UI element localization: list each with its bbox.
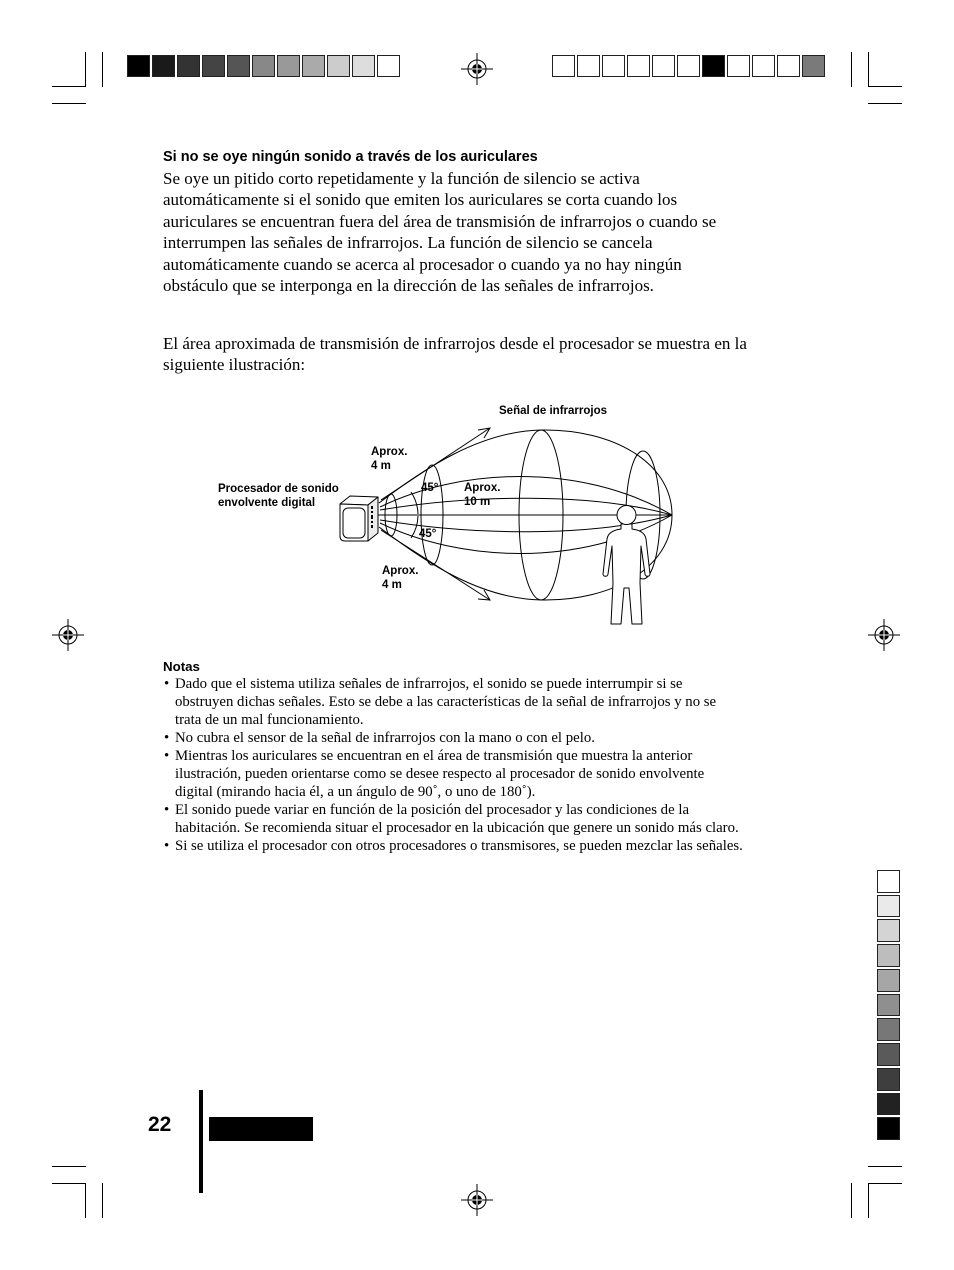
angle-arc-lower — [411, 516, 418, 538]
note-line: digital (mirando hacia él, a un ángulo de 90˚, o uno de 180˚). — [175, 784, 536, 800]
bullet: • — [164, 676, 170, 692]
registration-mark-left — [52, 619, 84, 651]
sensor-mark — [371, 515, 373, 519]
paragraph-line: siguiente ilustración: — [163, 355, 306, 375]
section-heading: Si no se oye ningún sonido a través de los auriculares — [163, 149, 538, 165]
notes-heading: Notas — [163, 659, 200, 674]
range-label-line: 4 m — [382, 579, 402, 591]
paragraph-line: automáticamente si el sonido que emiten los auriculares se corta cuando los — [163, 190, 678, 210]
note-line: habitación. Se recomienda situar el procesador en la ubicación que genere un sonido más claro. — [175, 820, 739, 836]
note-line: El sonido puede variar en función de la posición del procesador y las condiciones de la — [175, 802, 690, 818]
register-swatch-8 — [727, 55, 750, 77]
side-gray-swatch-3 — [877, 919, 900, 942]
register-swatch-10 — [777, 55, 800, 77]
range-label-line: 4 m — [371, 460, 391, 472]
upper-angle-label: 45° — [421, 482, 439, 494]
range-label-line: Aprox. — [371, 446, 408, 458]
note-line: obstruyen dichas señales. Esto se debe a las características de la señal de infrarrojos y no se — [175, 694, 717, 710]
note-line: No cubra el sensor de la señal de infrarrojos con la mano o con el pelo. — [175, 730, 595, 746]
gray-swatch-1 — [127, 55, 150, 77]
paragraph-line: Se oye un pitido corto repetidamente y la función de silencio se activa — [163, 169, 640, 188]
side-gray-swatch-5 — [877, 969, 900, 992]
registration-mark-right — [868, 619, 900, 651]
gray-swatch-4 — [202, 55, 225, 77]
register-swatch-9 — [752, 55, 775, 77]
listener-head — [617, 506, 636, 525]
forward-range-label — [464, 481, 500, 509]
gray-swatch-3 — [177, 55, 200, 77]
note-line: trata de un mal funcionamiento. — [175, 712, 364, 728]
angle-arc-upper — [411, 492, 418, 514]
gray-swatch-7 — [277, 55, 300, 77]
register-swatch-1 — [552, 55, 575, 77]
upper-range-label — [371, 445, 407, 473]
side-gray-swatch-4 — [877, 944, 900, 967]
note-item — [163, 729, 743, 747]
side-gray-swatch-1 — [877, 870, 900, 893]
note-line: Mientras los auriculares se encuentran en el área de transmisión que muestra la anterior — [175, 748, 693, 764]
processor-label-line: Procesador de sonido — [218, 483, 339, 495]
side-gray-swatch-11 — [877, 1117, 900, 1140]
register-swatch-2 — [577, 55, 600, 77]
bullet: • — [164, 802, 170, 818]
processor-label — [218, 482, 339, 510]
note-item — [163, 675, 743, 729]
gray-swatch-6 — [252, 55, 275, 77]
gray-swatch-11 — [377, 55, 400, 77]
margin-rule — [199, 1090, 203, 1193]
gray-swatch-5 — [227, 55, 250, 77]
note-line: ilustración, pueden orientarse como se desee respecto al procesador de sonido envolvente — [175, 766, 705, 782]
signal-label: Señal de infrarrojos — [499, 405, 608, 417]
register-swatch-3 — [602, 55, 625, 77]
side-gray-swatch-2 — [877, 895, 900, 918]
note-item — [163, 837, 743, 855]
gray-scale-bar-side — [877, 870, 900, 1140]
gray-swatch-9 — [327, 55, 350, 77]
bullet: • — [164, 748, 170, 764]
note-item — [163, 801, 743, 837]
side-gray-swatch-10 — [877, 1093, 900, 1116]
register-swatch-5 — [652, 55, 675, 77]
listener-body — [603, 524, 650, 624]
registration-mark-bottom — [461, 1184, 493, 1216]
listener-figure — [603, 506, 650, 625]
register-swatch-11 — [802, 55, 825, 77]
crop-mark-bottom-left — [52, 1167, 103, 1219]
side-gray-swatch-7 — [877, 1018, 900, 1041]
gray-swatch-8 — [302, 55, 325, 77]
page-number: 22 — [148, 1113, 172, 1136]
gray-swatch-2 — [152, 55, 175, 77]
lower-angle-label: 45° — [419, 528, 437, 540]
sensor-mark — [371, 511, 373, 513]
paragraph-line: automáticamente cuando se acerca al procesador o cuando ya no hay ningún — [163, 254, 682, 274]
sensor-mark — [371, 521, 373, 523]
intro-paragraph — [163, 333, 747, 376]
sensor-mark — [371, 525, 373, 528]
note-line: Si se utiliza el procesador con otros procesadores o transmisores, se pueden mezclar las señales. — [175, 838, 743, 854]
registration-mark-top — [461, 53, 493, 85]
processor-device — [340, 496, 378, 541]
register-swatch-4 — [627, 55, 650, 77]
section-tab-block — [209, 1117, 313, 1141]
range-label-line: Aprox. — [464, 482, 501, 494]
note-item — [163, 747, 743, 801]
side-gray-swatch-6 — [877, 994, 900, 1017]
register-swatch-7 — [702, 55, 725, 77]
sensor-mark — [371, 506, 373, 509]
range-label-line: 10 m — [464, 496, 491, 508]
register-swatch-6 — [677, 55, 700, 77]
gray-scale-bar-top-left — [127, 55, 400, 77]
bullet: • — [164, 730, 170, 746]
registration-bar-top-right — [552, 55, 825, 77]
paragraph-line: El área aproximada de transmisión de infrarrojos desde el procesador se muestra en la — [163, 334, 747, 353]
crop-mark-bottom-right — [852, 1167, 903, 1219]
side-gray-swatch-8 — [877, 1043, 900, 1066]
paragraph-line: auriculares se encuentran fuera del área de transmisión de infrarrojos o cuando se — [163, 211, 717, 231]
bullet: • — [164, 838, 170, 854]
paragraph-line: interrumpen las señales de infrarrojos. La función de silencio se cancela — [163, 233, 653, 253]
side-gray-swatch-9 — [877, 1068, 900, 1091]
gray-swatch-10 — [352, 55, 375, 77]
crop-mark-top-left — [52, 52, 103, 104]
lower-range-label — [382, 564, 418, 592]
notes-list — [163, 675, 743, 855]
paragraph-line: obstáculo que se interponga en la dirección de las señales de infrarrojos. — [163, 275, 654, 295]
note-line: Dado que el sistema utiliza señales de infrarrojos, el sonido se puede interrumpir si se — [175, 676, 683, 692]
range-label-line: Aprox. — [382, 565, 419, 577]
section-paragraph — [163, 168, 716, 296]
crop-mark-top-right — [852, 52, 903, 104]
processor-label-line: envolvente digital — [218, 497, 316, 509]
